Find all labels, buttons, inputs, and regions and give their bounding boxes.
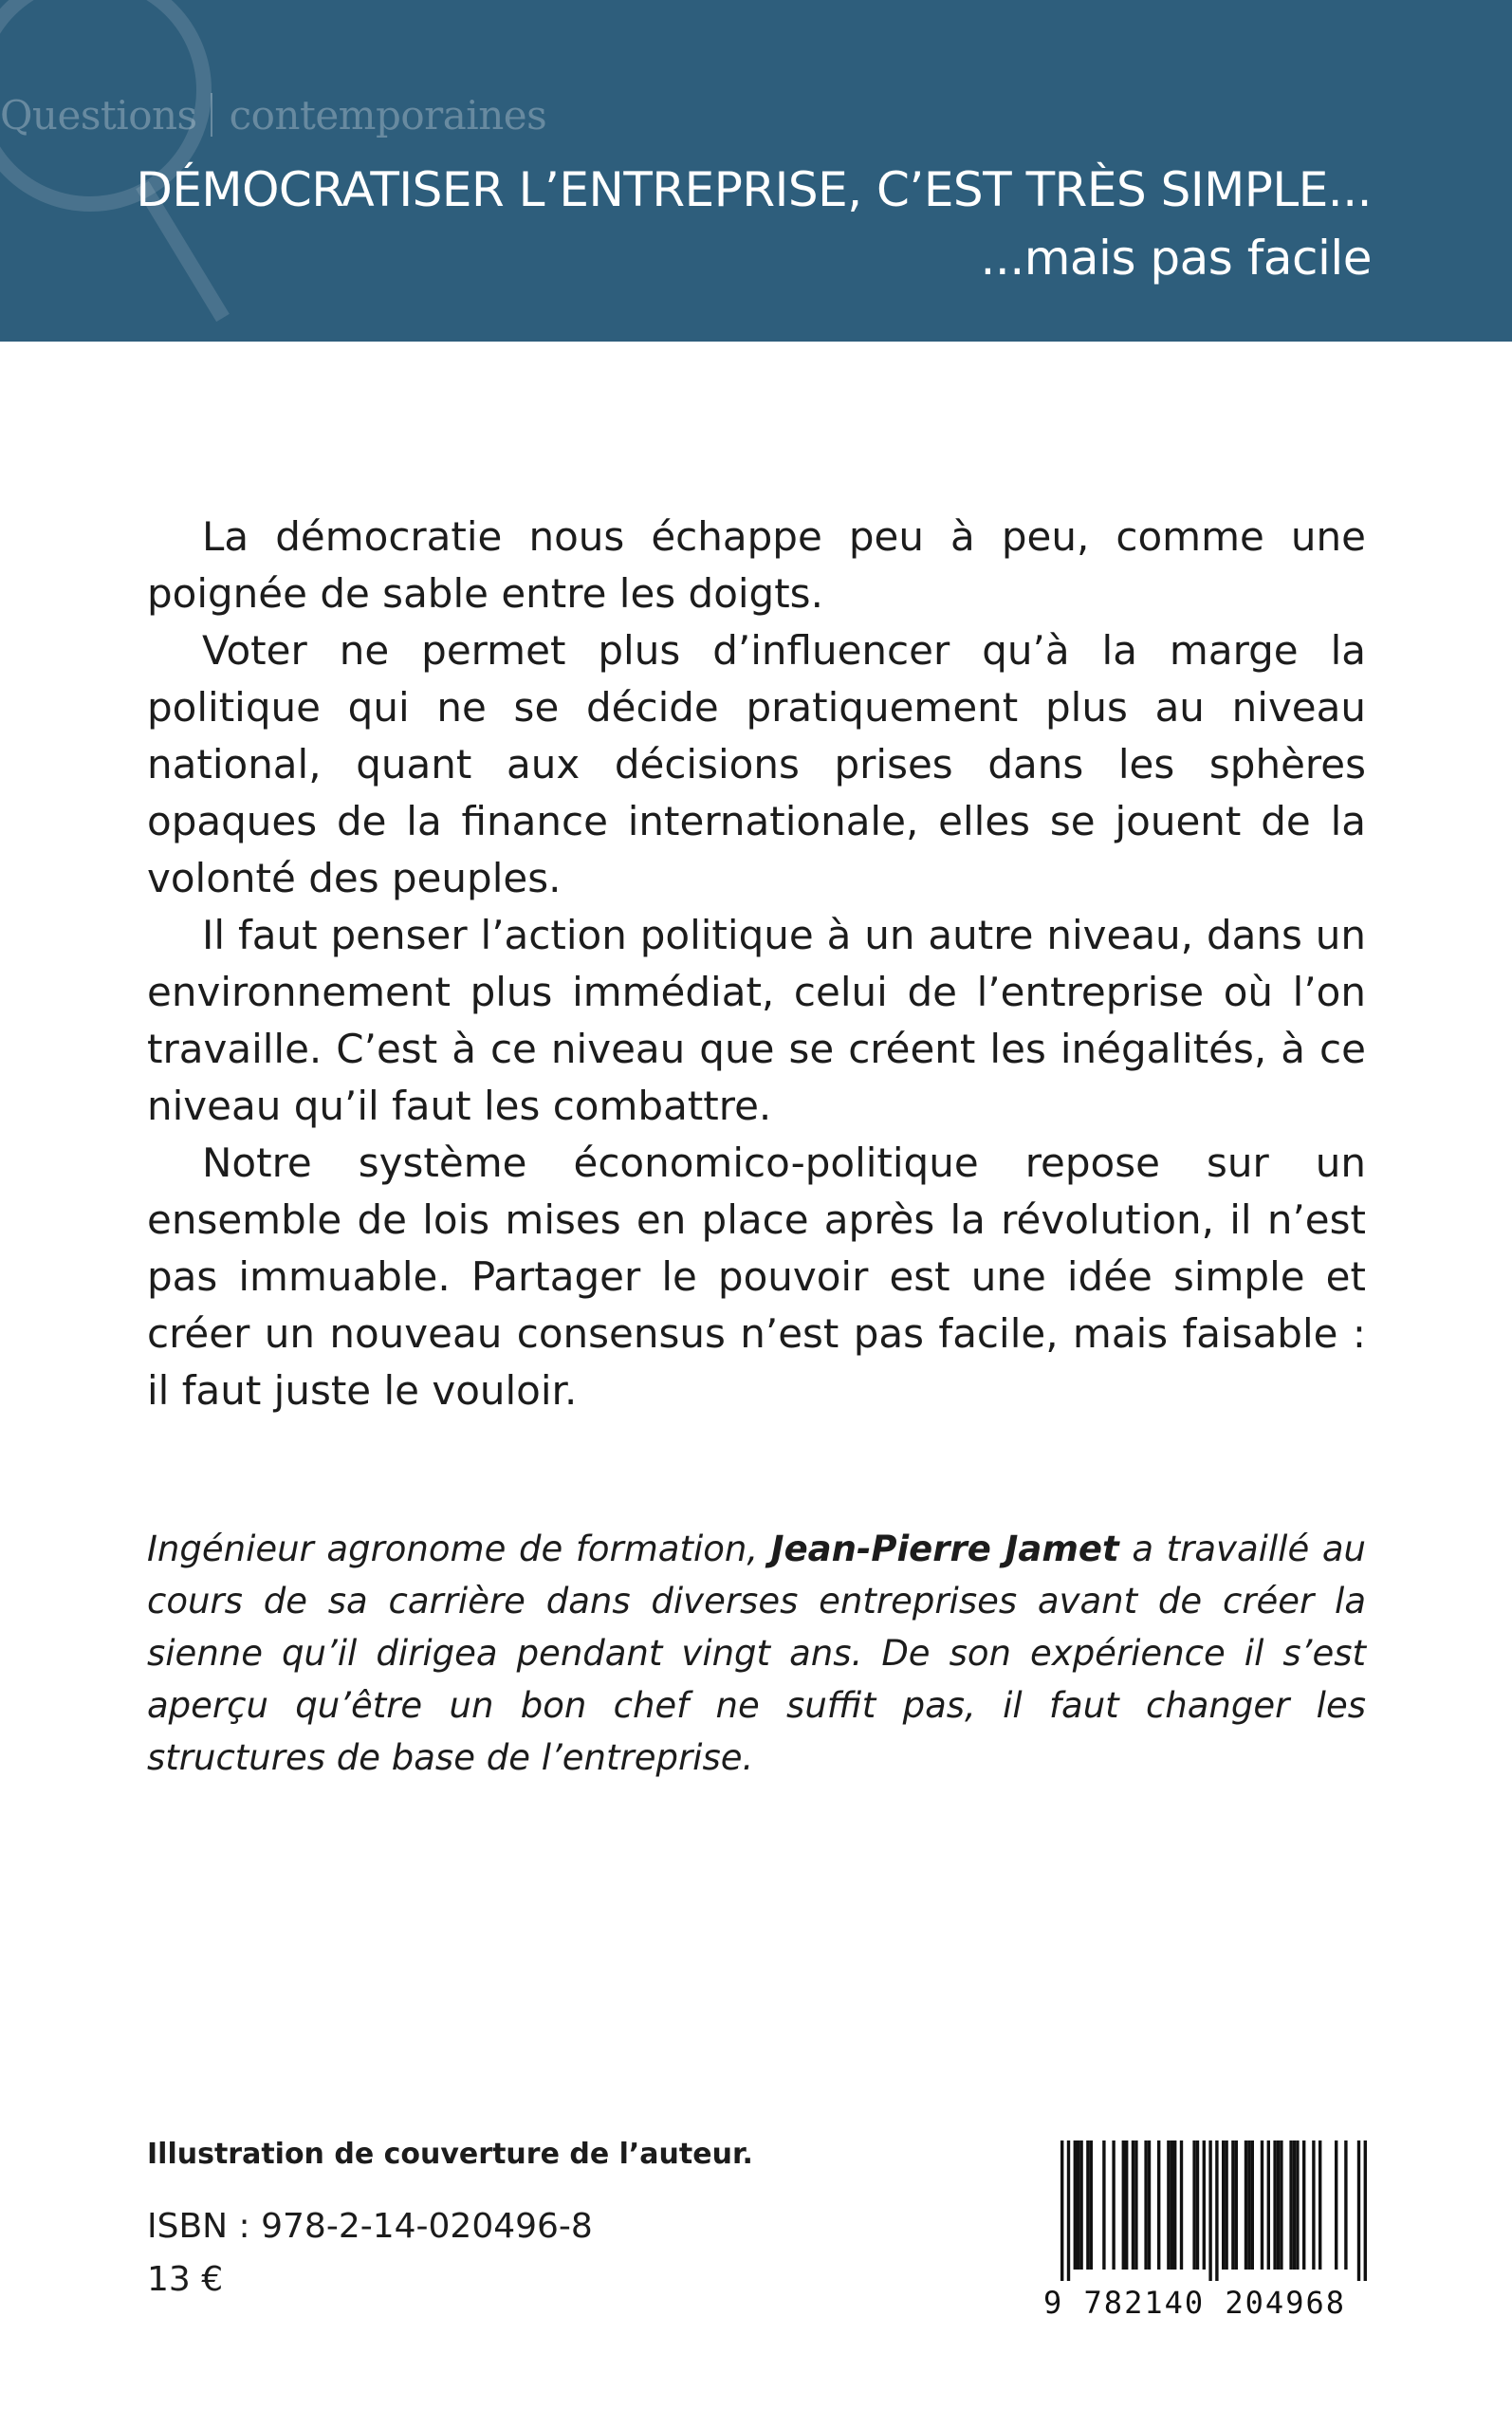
barcode-bar [1335, 2140, 1337, 2270]
book-subtitle: ...mais pas facile [980, 231, 1372, 286]
barcode-bar [1289, 2140, 1292, 2270]
barcode-bar [1180, 2140, 1183, 2270]
series-name [0, 87, 546, 144]
barcode-bar [1251, 2140, 1254, 2270]
barcode-bar [1344, 2140, 1347, 2270]
blurb-paragraph-2: Voter ne permet plus d’influencer qu’à la marge la politique qui ne se décide pratiquement plus au niveau national, quant aux décisions prises dans les sphères opaques de la finance internationale, elles se jouent de la volonté des peuples. [147, 627, 1366, 901]
barcode-bar [1144, 2140, 1147, 2270]
barcode-bar [1247, 2140, 1250, 2270]
barcode-bar [1157, 2140, 1160, 2270]
barcode-bar [1112, 2140, 1115, 2270]
barcode-bar [1090, 2140, 1093, 2270]
barcode-bar [1171, 2140, 1173, 2270]
cover-header [0, 0, 1512, 342]
barcode-bars [1043, 2140, 1371, 2281]
barcode-bar [1077, 2140, 1079, 2270]
barcode-bar [1222, 2140, 1225, 2270]
blurb-paragraph-4: Notre système économico-politique repose sur un ensemble de lois mises en place après la révolution, il n’est pas immuable. Partager le pouvoir est une idée simple et créer un nouveau consensus n’est pas facile, mais faisable : il faut juste le vouloir. [147, 1140, 1366, 1414]
barcode-bar [1122, 2140, 1125, 2270]
barcode-bar [1196, 2140, 1199, 2270]
bio-text-before: Ingénieur agronome de formation, [147, 1529, 759, 1569]
barcode-bar [1215, 2140, 1218, 2281]
barcode-bar [1296, 2140, 1299, 2270]
blurb-paragraph-3: Il faut penser l’action politique à un autre niveau, dans un environnement plus immédiat, celui de l’entreprise où l’on travaille. C’est à ce niveau que se créent les inégalités, à ce niveau qu’il faut les combattre. [147, 912, 1366, 1129]
barcode-bar [1312, 2140, 1315, 2270]
barcode-bar [1231, 2140, 1234, 2270]
barcode-bar [1203, 2140, 1206, 2270]
barcode [1043, 2140, 1371, 2321]
barcode-bar [1273, 2140, 1276, 2270]
barcode-bar [1357, 2140, 1360, 2281]
author-name: Jean-Pierre Jamet [770, 1529, 1119, 1569]
back-cover-blurb [147, 509, 1366, 1419]
bio-text-after: a travaillé au cours de sa carrière dans diverses entreprises avant de créer la sienne qu’il dirigea pendant vingt ans. De son expérience il s’est aperçu qu’être un bon chef ne suffit pas, il faut changer les structures de base de l’entreprise. [147, 1529, 1367, 1778]
barcode-bar [1245, 2140, 1247, 2270]
barcode-bar [1134, 2140, 1137, 2270]
barcode-bar [1225, 2140, 1227, 2270]
barcode-bar [1261, 2140, 1263, 2270]
barcode-bar [1192, 2140, 1195, 2270]
barcode-bar [1148, 2140, 1151, 2270]
barcode-number: 9 782140 204968 [1043, 2285, 1346, 2321]
barcode-bar [1277, 2140, 1280, 2270]
series-name-part-2: contemporaines [229, 92, 547, 139]
barcode-bar [1086, 2140, 1089, 2270]
barcode-bar [1208, 2140, 1211, 2281]
price: 13 € [147, 2260, 224, 2299]
illustration-credit: Illustration de couverture de l’auteur. [147, 2138, 753, 2171]
series-separator [211, 93, 212, 137]
barcode-bar [1267, 2140, 1270, 2270]
blurb-paragraph-1: La démocratie nous échappe peu à peu, comme une poignée de sable entre les doigts. [147, 513, 1366, 617]
barcode-bar [1293, 2140, 1296, 2270]
barcode-bar [1235, 2140, 1238, 2270]
barcode-bar [1102, 2140, 1105, 2270]
barcode-bar [1132, 2140, 1134, 2270]
barcode-bar [1364, 2140, 1367, 2281]
barcode-bar [1302, 2140, 1305, 2270]
isbn: ISBN : 978-2-14-020496-8 [147, 2207, 593, 2246]
barcode-bar [1173, 2140, 1176, 2270]
barcode-bar [1280, 2140, 1282, 2270]
book-title: DÉMOCRATISER L’ENTREPRISE, C’EST TRÈS SIMPLE... [136, 162, 1372, 217]
barcode-bar [1074, 2140, 1077, 2270]
barcode-bar [1079, 2140, 1082, 2270]
barcode-bar [1060, 2140, 1063, 2281]
barcode-bar [1167, 2140, 1170, 2270]
author-bio [147, 1523, 1366, 1784]
barcode-bar [1067, 2140, 1070, 2281]
series-name-part-1: Questions [0, 92, 197, 139]
barcode-bar [1125, 2140, 1128, 2270]
barcode-bar [1318, 2140, 1321, 2270]
